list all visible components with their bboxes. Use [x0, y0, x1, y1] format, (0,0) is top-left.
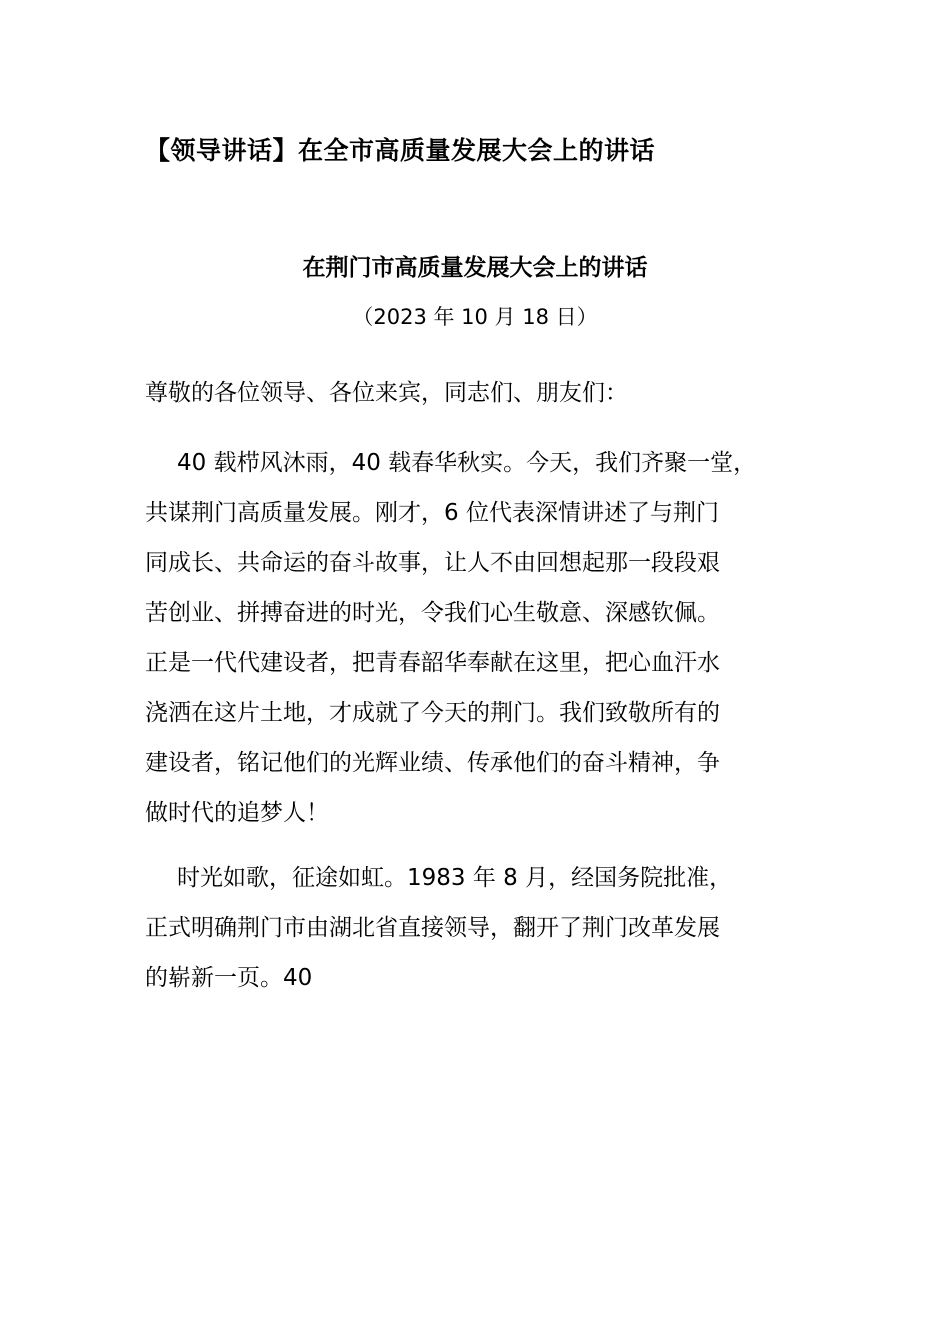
paragraph-line: 正是一代代建设者，把青春韶华奉献在这里，把心血汗水 — [145, 650, 720, 676]
speech-title: 在荆门市高质量发展大会上的讲话 — [302, 255, 648, 281]
paragraph-line: 共谋荆门高质量发展。刚才，6 位代表深情讲述了与荆门 — [145, 500, 719, 526]
paragraph-line: 时光如歌，征途如虹。1983 年 8 月，经国务院批准， — [177, 865, 733, 891]
paragraph-line: 浇洒在这片土地，才成就了今天的荆门。我们致敬所有的 — [145, 700, 720, 726]
paragraph-1 — [145, 438, 845, 838]
paragraph-line: 苦创业、拼搏奋进的时光，令我们心生敬意、深感钦佩。 — [145, 600, 720, 626]
paragraph-line: 同成长、共命运的奋斗故事，让人不由回想起那一段段艰 — [145, 550, 720, 576]
paragraph-line: 建设者，铭记他们的光辉业绩、传承他们的奋斗精神，争 — [145, 750, 720, 776]
document-title: 【领导讲话】在全市高质量发展大会上的讲话 — [145, 136, 656, 165]
paragraph-line: 做时代的追梦人！ — [145, 800, 329, 826]
paragraph-2 — [145, 853, 845, 1003]
paragraph-line: 正式明确荆门市由湖北省直接领导，翻开了荆门改革发展 — [145, 915, 720, 941]
speech-date: （2023 年 10 月 18 日） — [352, 305, 598, 329]
paragraph-line: 的崭新一页。40 — [145, 965, 313, 991]
paragraph-line: 40 载栉风沐雨，40 载春华秋实。今天，我们齐聚一堂， — [177, 450, 757, 476]
salutation: 尊敬的各位领导、各位来宾，同志们、朋友们： — [145, 380, 628, 406]
